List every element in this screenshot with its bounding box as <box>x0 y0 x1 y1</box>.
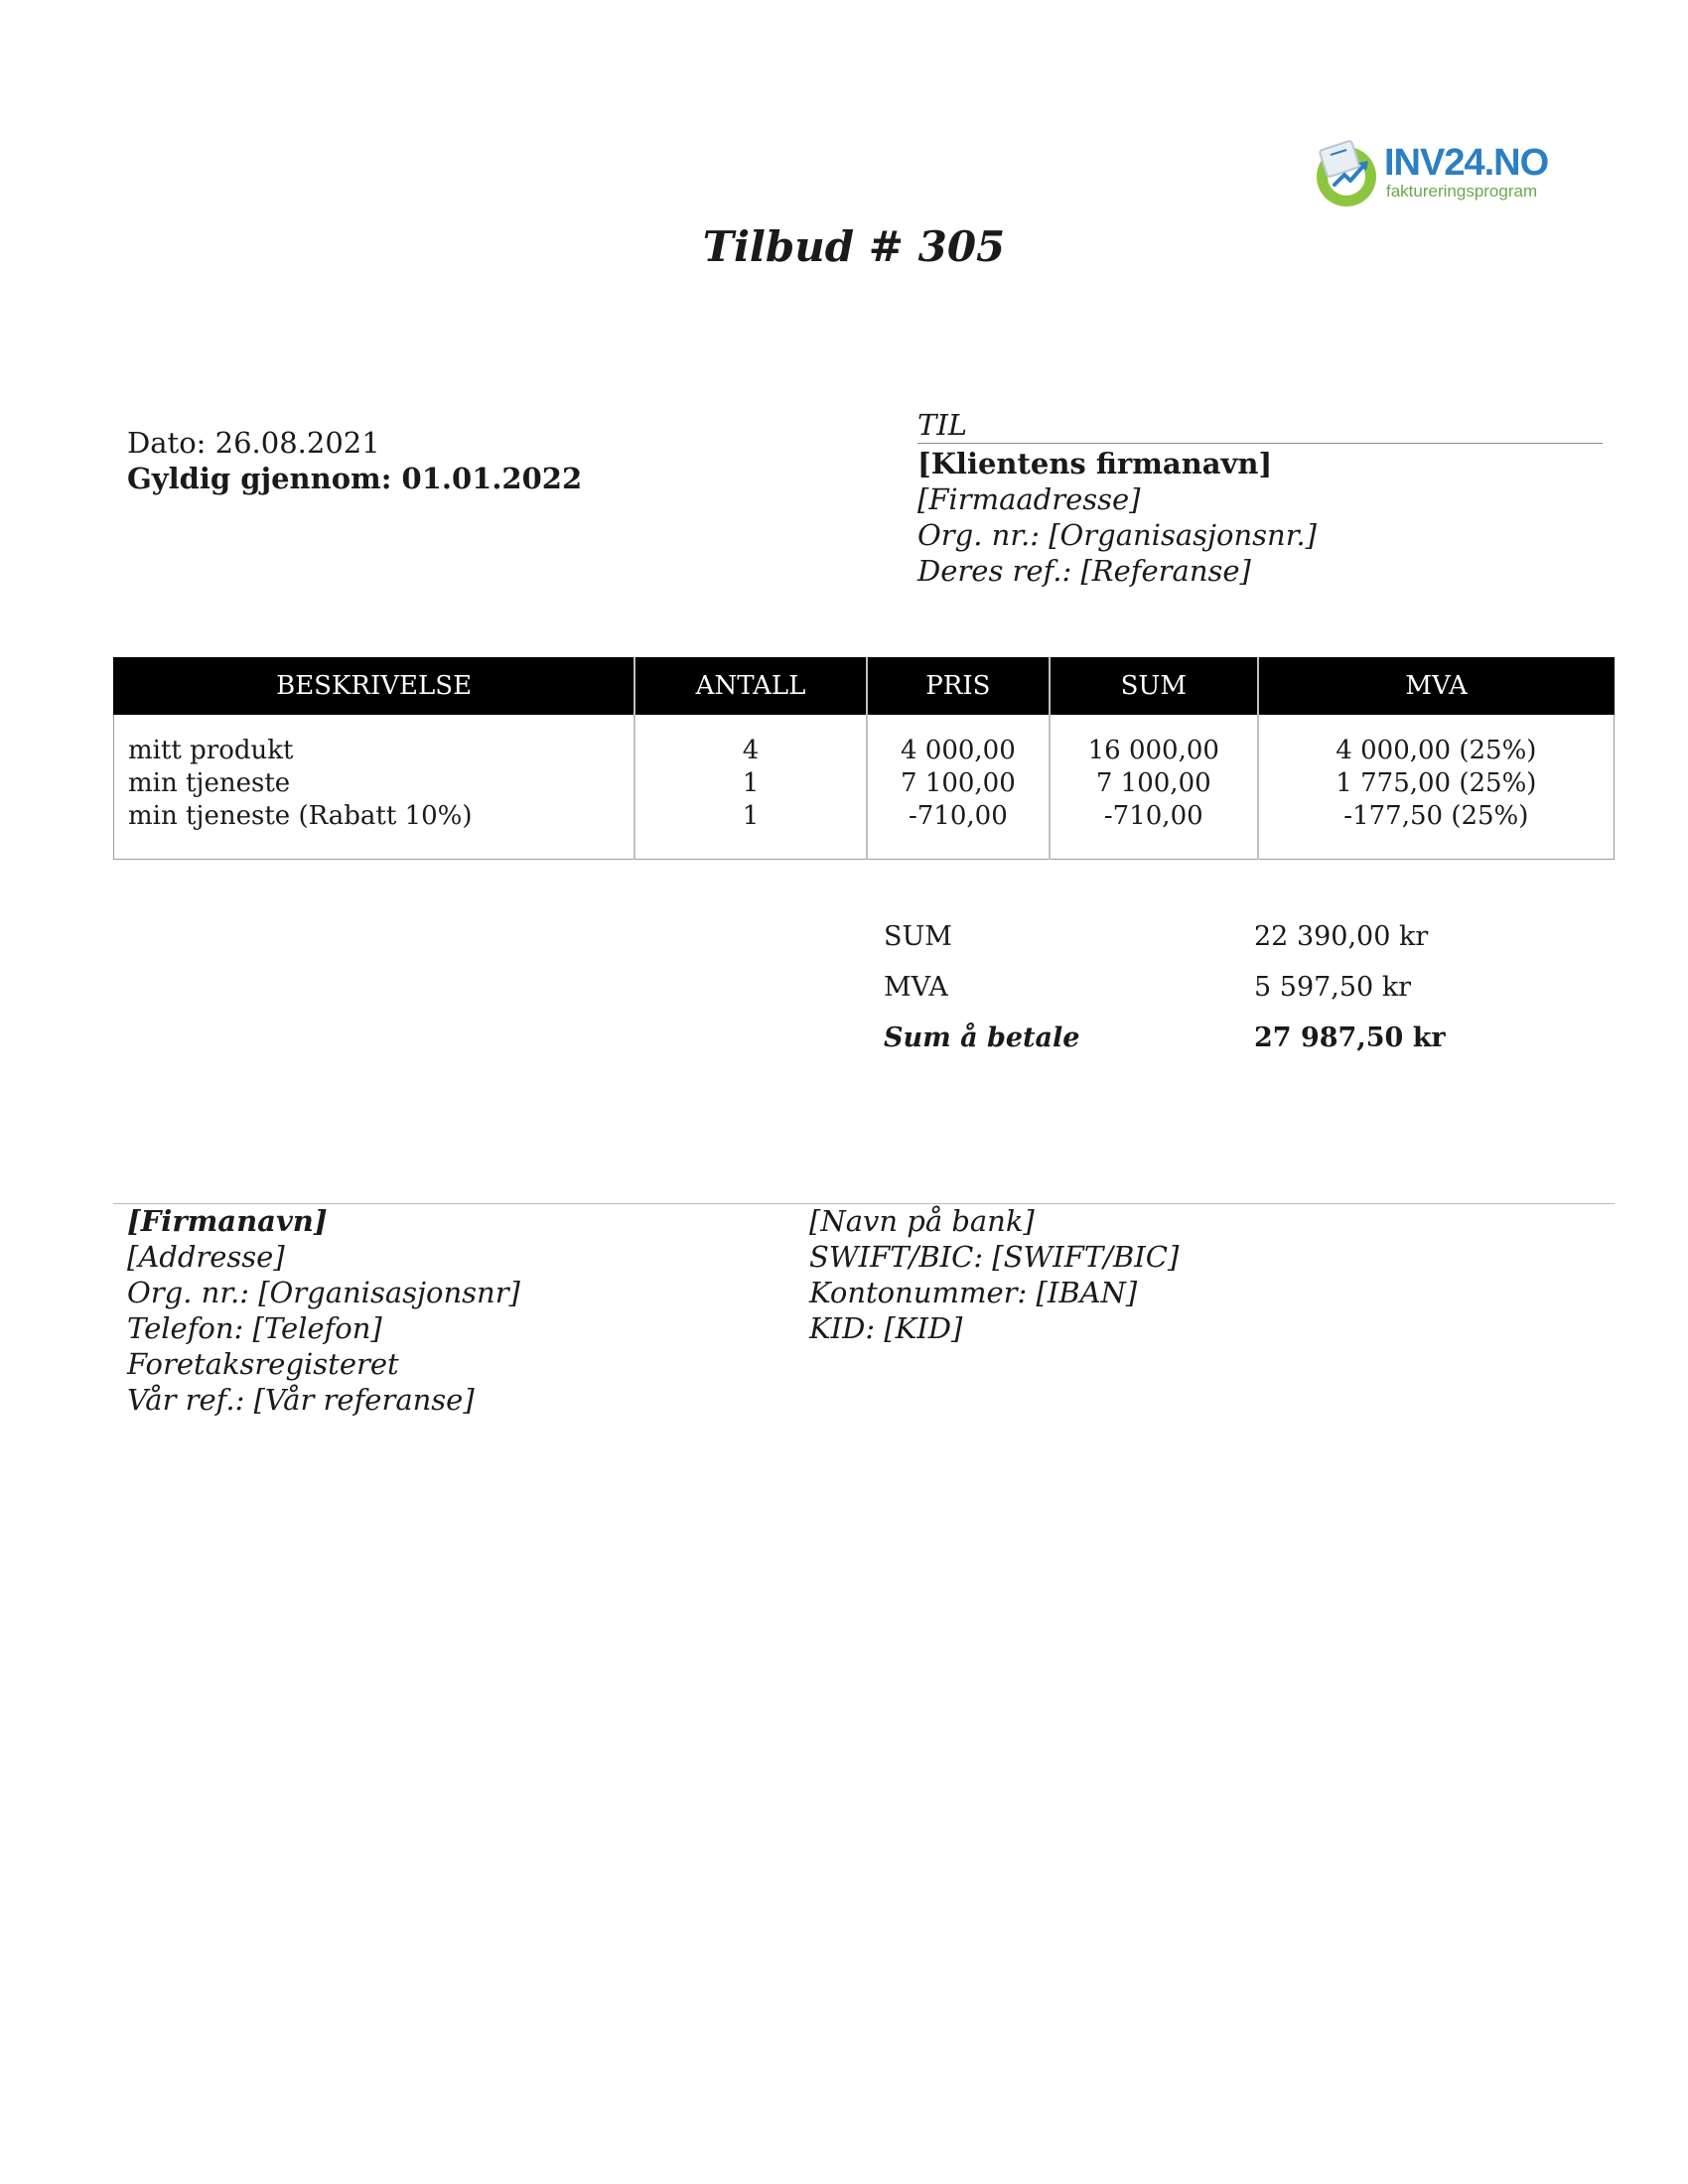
valid-until-date: Gyldig gjennom: 01.01.2022 <box>127 462 583 495</box>
table-header-row <box>114 657 1615 715</box>
grand-total-label: Sum å betale <box>884 1023 1080 1053</box>
logo-brand-text: INV24.NO <box>1384 142 1549 184</box>
sender-company: [Firmanavn] <box>127 1204 328 1238</box>
sender-reference: Vår ref.: [Vår referanse] <box>127 1383 475 1417</box>
subtotal-value: 22 390,00 kr <box>1254 921 1429 952</box>
column-header-vat: MVA <box>1258 657 1615 715</box>
vat-total-label: MVA <box>884 972 948 1003</box>
description-cell <box>114 715 635 860</box>
item-price: -710,00 <box>908 801 1008 831</box>
item-description: min tjeneste (Rabatt 10%) <box>128 801 473 831</box>
sender-address: [Addresse] <box>127 1240 285 1274</box>
logo-badge-icon <box>1309 137 1384 212</box>
recipient-block <box>917 407 1603 589</box>
column-header-price: PRIS <box>867 657 1050 715</box>
recipient-company: [Klientens firmanavn] <box>917 447 1273 480</box>
item-description: mitt produkt <box>128 736 294 765</box>
item-sum: 7 100,00 <box>1095 768 1211 798</box>
item-sum: -710,00 <box>1103 801 1203 831</box>
quantity-cell <box>634 715 867 860</box>
bank-block <box>809 1203 1179 1346</box>
bank-kid: KID: [KID] <box>809 1311 963 1345</box>
sender-block <box>127 1203 520 1418</box>
recipient-reference: Deres ref.: [Referanse] <box>917 554 1251 588</box>
subtotal-label: SUM <box>884 921 952 952</box>
sum-cell <box>1050 715 1258 860</box>
item-vat: 4 000,00 (25%) <box>1336 736 1537 765</box>
logo-tagline: faktureringsprogram <box>1386 182 1538 201</box>
recipient-org-nr: Org. nr.: [Organisasjonsnr.] <box>917 518 1317 552</box>
column-header-description: BESKRIVELSE <box>114 657 635 715</box>
item-price: 4 000,00 <box>900 736 1016 765</box>
item-quantity: 1 <box>742 801 760 831</box>
item-description: min tjeneste <box>128 768 291 798</box>
item-vat: -177,50 (25%) <box>1343 801 1529 831</box>
recipient-address: [Firmaadresse] <box>917 482 1141 516</box>
price-cell <box>867 715 1050 860</box>
sender-registry: Foretaksregisteret <box>127 1347 399 1381</box>
line-items-table <box>113 657 1615 860</box>
inv24-logo <box>1309 137 1549 212</box>
bank-name: [Navn på bank] <box>809 1204 1035 1238</box>
item-quantity: 4 <box>742 736 760 765</box>
bank-swift: SWIFT/BIC: [SWIFT/BIC] <box>809 1240 1180 1274</box>
item-vat: 1 775,00 (25%) <box>1336 768 1537 798</box>
table-row <box>114 715 1615 860</box>
sender-phone: Telefon: [Telefon] <box>127 1311 382 1345</box>
bank-account: Kontonummer: [IBAN] <box>809 1276 1138 1309</box>
offer-date: Dato: 26.08.2021 <box>127 426 380 460</box>
item-quantity: 1 <box>742 768 760 798</box>
item-sum: 16 000,00 <box>1087 736 1219 765</box>
item-price: 7 100,00 <box>900 768 1016 798</box>
grand-total-value: 27 987,50 kr <box>1254 1023 1446 1053</box>
column-header-sum: SUM <box>1050 657 1258 715</box>
vat-total-value: 5 597,50 kr <box>1254 972 1412 1003</box>
date-block <box>127 425 582 496</box>
column-header-quantity: ANTALL <box>634 657 867 715</box>
document-title: Tilbud # 305 <box>702 222 1006 271</box>
vat-cell <box>1258 715 1615 860</box>
sender-org-nr: Org. nr.: [Organisasjonsnr] <box>127 1276 520 1309</box>
recipient-label: TIL <box>917 407 1603 444</box>
